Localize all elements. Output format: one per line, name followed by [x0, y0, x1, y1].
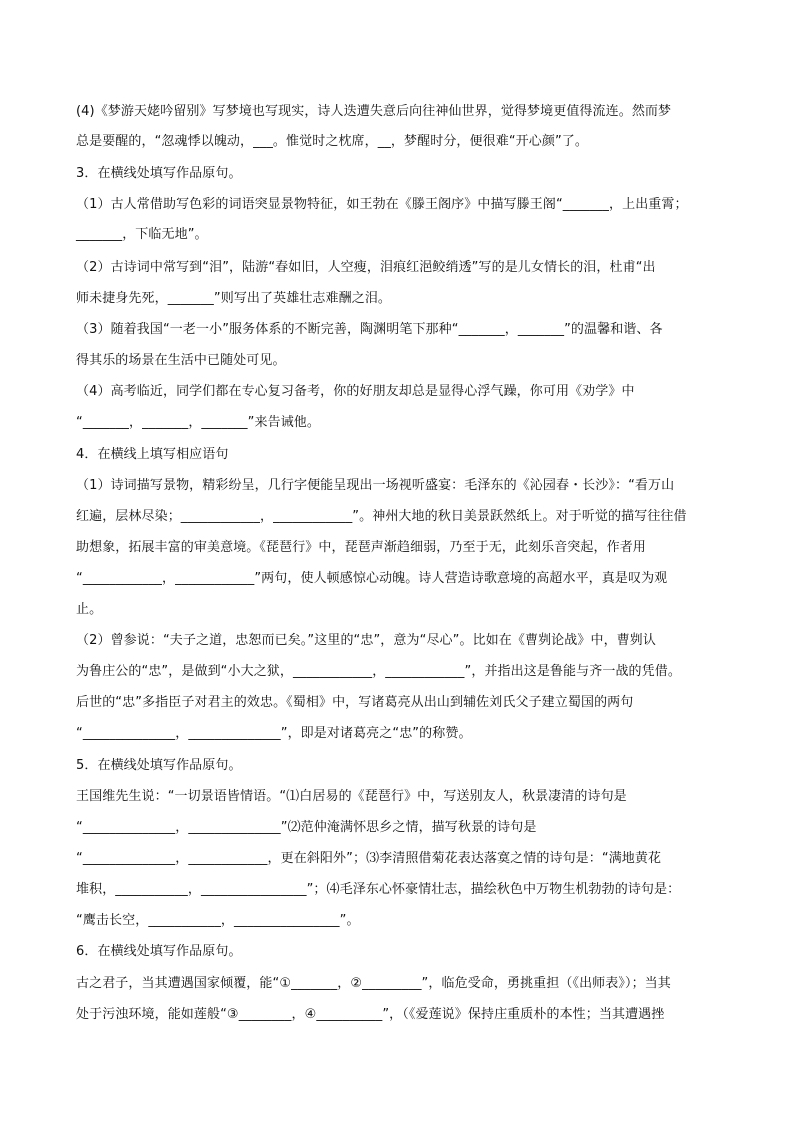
- text-line: 师未捷身先死，_______”则写出了英雄壮志难酬之泪。: [76, 291, 392, 306]
- text-line: 助想象，拓展丰富的审美意境。《琵琶行》中，琵琶声渐趋细弱，乃至于无，此刻乐音突起，作者用: [76, 540, 646, 555]
- text-line: 总是要醒的，“忽魂悸以魄动，___。惟觉时之枕席，__，梦醒时分，便很难“开心颜”了。: [76, 134, 589, 149]
- text-line: （3）随着我国“一老一小”服务体系的不断完善，陶渊明笔下那种“_______，_______”的温馨和谐、各: [76, 322, 663, 337]
- text-line: 王国维先生说：“一切景语皆情语。“⑴白居易的《琵琶行》中，写送别友人，秋景凄清的诗句是: [76, 789, 627, 804]
- text-line: （1）古人常借助写色彩的词语突显景物特征，如王勃在《滕王阁序》中描写滕王阁“_______，上出重霄；: [76, 197, 688, 212]
- text-line: （2）曾参说：“夫子之道，忠恕而已矣。”这里的“忠”，意为“尽心”。比如在《曹刿论战》中，曹刿认: [76, 633, 656, 648]
- text-line: 堆积，___________，________________”；⑷毛泽东心怀豪情壮志，描绘秋色中万物生机勃勃的诗句是：: [76, 882, 681, 897]
- text-line: 后世的“忠”多指臣子对君主的效忠。《蜀相》中，写诸葛亮从出山到辅佐刘氏父子建立蜀国的两句: [76, 695, 634, 710]
- text-line: (4)《梦游天姥吟留别》写梦境也写现实，诗人迭遭失意后向往神仙世界，觉得梦境更值得流连。然而梦: [76, 104, 672, 119]
- text-line: “______________，______________”，即是对诸葛亮之“忠”的称赞。: [76, 726, 472, 741]
- text-line: “_______，_______，_______”来告诫他。: [76, 415, 320, 430]
- text-line: （4）高考临近，同学们都在专心复习备考，你的好朋友却总是显得心浮气躁，你可用《劝学》中: [76, 384, 635, 399]
- text-line: 古之君子，当其遭遇国家倾覆，能“①_______，②_________”，临危受命，勇挑重担（《出师表》）；当其: [76, 976, 671, 991]
- text-line: “______________，______________”⑵范仲淹满怀思乡之情，描写秋景的诗句是: [76, 820, 537, 835]
- text-line: “鹰击长空，___________，________________”。: [76, 913, 360, 928]
- text-line: 红遍，层林尽染；____________，____________”。神州大地的秋日美景跃然纸上。对于听觉的描写往往借: [76, 509, 687, 524]
- question-heading: 4．在横线上填写相应语句: [76, 447, 229, 462]
- text-line: 为鲁庄公的“忠”，是做到“小大之狱，____________，____________”，并指出这是鲁能与齐一战的凭借。: [76, 664, 681, 679]
- text-line: “______________，____________，更在斜阳外”；⑶李清照借菊花表达落寞之情的诗句是：“满地黄花: [76, 851, 662, 866]
- question-heading: 3．在横线处填写作品原句。: [76, 166, 242, 181]
- question-heading: 5．在横线处填写作品原句。: [76, 758, 242, 773]
- text-line: “____________，____________”两句，使人顿感惊心动魄。诗人营造诗歌意境的高超水平，真是叹为观: [76, 571, 668, 586]
- text-line: 止。: [76, 602, 103, 617]
- text-line: 得其乐的场景在生活中已随处可见。: [76, 353, 286, 368]
- text-line: （1）诗词描写景物，精彩纷呈，几行字便能呈现出一场视听盛宴：毛泽东的《沁园春・长沙》：“看万山: [76, 478, 675, 493]
- text-line: _______，下临无地”。: [76, 227, 208, 242]
- question-heading: 6．在横线处填写作品原句。: [76, 944, 242, 959]
- text-line: 处于污浊环境，能如莲般“③________，④__________”，（《爱莲说》保持庄重质朴的本性；当其遭遇挫: [76, 1007, 665, 1022]
- text-line: （2）古诗词中常写到“泪”，陆游“春如旧，人空瘦，泪痕红浥鲛绡透”写的是儿女情长的泪，杜甫“出: [76, 260, 656, 275]
